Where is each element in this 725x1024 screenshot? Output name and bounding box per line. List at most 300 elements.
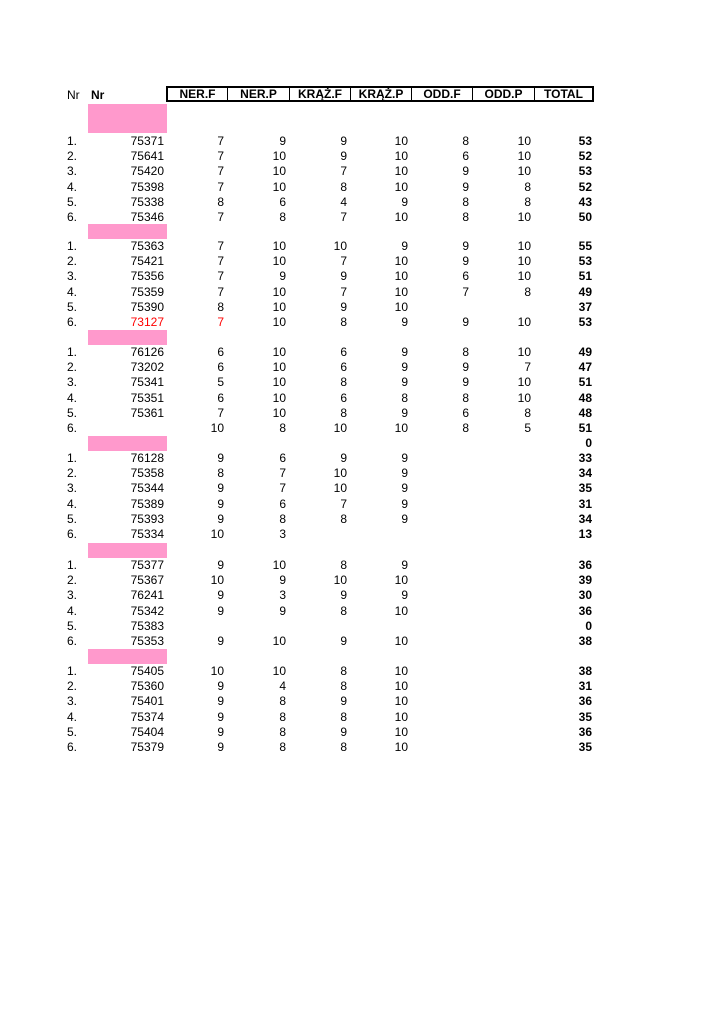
cell-kraz-f: 7 xyxy=(340,254,347,269)
cell-ner-p: 9 xyxy=(279,573,286,588)
table-row xyxy=(0,269,725,284)
row-index: 2. xyxy=(67,360,78,375)
cell-kraz-f: 10 xyxy=(333,239,347,253)
cell-odd-p: 10 xyxy=(517,149,531,164)
cell-kraz-p: 9 xyxy=(401,194,408,209)
cell-ner-p: 10 xyxy=(272,558,286,572)
cell-odd-p: 5 xyxy=(524,421,531,435)
cell-total: 30 xyxy=(578,588,592,603)
row-index: 5. xyxy=(67,194,78,209)
cell-ner-f: 8 xyxy=(217,466,224,481)
cell-kraz-p: 9 xyxy=(401,451,408,465)
cell-odd-p: 8 xyxy=(524,194,531,209)
cell-kraz-p: 10 xyxy=(394,421,408,435)
row-index: 2. xyxy=(67,466,78,481)
cell-ner-p: 6 xyxy=(279,194,286,209)
row-index: 3. xyxy=(67,164,78,179)
table-row xyxy=(0,239,725,254)
cell-ner-f: 9 xyxy=(217,511,224,526)
cell-total: 43 xyxy=(578,194,592,209)
cell-kraz-f: 9 xyxy=(340,269,347,284)
cell-kraz-f: 8 xyxy=(340,511,347,526)
cell-odd-f: 6 xyxy=(462,149,469,164)
cell-total: 38 xyxy=(578,634,592,648)
cell-ner-f: 9 xyxy=(217,694,224,709)
table-row xyxy=(0,619,725,634)
group-band xyxy=(88,330,167,345)
row-id: 75374 xyxy=(130,709,164,724)
table-row xyxy=(0,466,725,481)
cell-kraz-p: 9 xyxy=(401,466,408,481)
cell-odd-f: 9 xyxy=(462,315,469,329)
row-index: 4. xyxy=(67,709,78,724)
cell-kraz-f: 6 xyxy=(340,345,347,359)
table-row xyxy=(0,679,725,694)
row-id: 75353 xyxy=(130,634,164,648)
cell-kraz-p: 10 xyxy=(394,740,408,754)
group-band xyxy=(88,543,167,558)
table-row xyxy=(0,300,725,315)
cell-total: 31 xyxy=(578,679,592,694)
cell-total: 36 xyxy=(578,558,592,572)
cell-kraz-f: 8 xyxy=(340,405,347,420)
cell-kraz-p: 10 xyxy=(394,603,408,618)
row-index: 6. xyxy=(67,740,78,754)
cell-total: 34 xyxy=(578,466,592,481)
row-id: 75363 xyxy=(130,239,164,253)
cell-odd-f: 8 xyxy=(462,421,469,435)
row-id: 75420 xyxy=(130,164,164,179)
row-index: 5. xyxy=(67,511,78,526)
cell-total: 53 xyxy=(578,254,592,269)
row-index: 2. xyxy=(67,254,78,269)
row-id: 75398 xyxy=(130,179,164,194)
cell-ner-p: 8 xyxy=(279,709,286,724)
row-id: 75360 xyxy=(130,679,164,694)
table-row xyxy=(0,164,725,179)
cell-odd-f: 6 xyxy=(462,405,469,420)
cell-total: 53 xyxy=(578,315,592,329)
row-index: 3. xyxy=(67,481,78,496)
cell-ner-p: 9 xyxy=(279,269,286,284)
cell-kraz-f: 6 xyxy=(340,360,347,375)
cell-total: 35 xyxy=(578,740,592,754)
cell-odd-p: 8 xyxy=(524,405,531,420)
cell-ner-f: 10 xyxy=(210,664,224,678)
cell-kraz-f: 8 xyxy=(340,375,347,390)
cell-ner-p: 8 xyxy=(279,740,286,754)
cell-total: 35 xyxy=(578,481,592,496)
row-index: 3. xyxy=(67,588,78,603)
row-index: 1. xyxy=(67,239,78,253)
cell-total: 51 xyxy=(578,421,592,435)
table-row xyxy=(0,406,725,421)
cell-kraz-p: 10 xyxy=(394,284,408,299)
cell-ner-p: 10 xyxy=(272,664,286,678)
cell-kraz-f: 10 xyxy=(333,466,347,481)
cell-kraz-f: 9 xyxy=(340,694,347,709)
cell-kraz-f: 9 xyxy=(340,451,347,465)
cell-ner-f: 7 xyxy=(217,179,224,194)
row-index: 5. xyxy=(67,724,78,739)
cell-ner-p: 7 xyxy=(279,466,286,481)
cell-total: 48 xyxy=(578,405,592,420)
row-index: 3. xyxy=(67,269,78,284)
cell-ner-f: 9 xyxy=(217,588,224,603)
cell-odd-p: 10 xyxy=(517,254,531,269)
table-row xyxy=(0,360,725,375)
cell-kraz-p: 10 xyxy=(394,254,408,269)
row-index: 5. xyxy=(67,299,78,314)
cell-ner-f: 8 xyxy=(217,194,224,209)
table-row xyxy=(0,180,725,195)
cell-ner-p: 6 xyxy=(279,451,286,465)
row-index: 1. xyxy=(67,345,78,359)
row-id: 75641 xyxy=(130,149,164,164)
cell-kraz-p: 9 xyxy=(401,588,408,603)
cell-kraz-f: 7 xyxy=(340,284,347,299)
col-odd-p: ODD.P xyxy=(473,88,535,100)
row-id: 75401 xyxy=(130,694,164,709)
cell-kraz-f: 8 xyxy=(340,740,347,754)
cell-kraz-p: 10 xyxy=(394,299,408,314)
cell-kraz-p: 10 xyxy=(394,149,408,164)
cell-kraz-p: 9 xyxy=(401,558,408,572)
row-index: 3. xyxy=(67,694,78,709)
row-index: 6. xyxy=(67,527,78,541)
row-id: 75351 xyxy=(130,390,164,405)
cell-kraz-f: 8 xyxy=(340,679,347,694)
cell-kraz-p: 9 xyxy=(401,360,408,375)
cell-kraz-f: 9 xyxy=(340,724,347,739)
col-total: TOTAL xyxy=(544,87,583,101)
row-index: 5. xyxy=(67,405,78,420)
cell-odd-f: 8 xyxy=(462,390,469,405)
table-row xyxy=(0,195,725,210)
cell-total: 35 xyxy=(578,709,592,724)
row-index: 1. xyxy=(67,558,78,572)
cell-kraz-f: 8 xyxy=(340,603,347,618)
row-id: 75421 xyxy=(130,254,164,269)
cell-ner-f: 7 xyxy=(217,210,224,224)
cell-total: 47 xyxy=(578,360,592,375)
cell-kraz-f: 9 xyxy=(340,634,347,648)
row-index: 6. xyxy=(67,210,78,224)
cell-kraz-p: 9 xyxy=(401,511,408,526)
cell-odd-f: 8 xyxy=(462,210,469,224)
cell-ner-f: 9 xyxy=(217,496,224,511)
cell-odd-p: 10 xyxy=(517,345,531,359)
cell-ner-p: 10 xyxy=(272,405,286,420)
cell-kraz-f: 6 xyxy=(340,390,347,405)
table-row xyxy=(0,481,725,496)
table-row xyxy=(0,421,725,436)
cell-ner-f: 7 xyxy=(217,284,224,299)
cell-ner-p: 10 xyxy=(272,149,286,164)
cell-kraz-f: 7 xyxy=(340,496,347,511)
cell-ner-f: 9 xyxy=(217,481,224,496)
row-id: 75393 xyxy=(130,511,164,526)
row-id: 75341 xyxy=(130,375,164,390)
cell-odd-p: 8 xyxy=(524,284,531,299)
cell-kraz-p: 10 xyxy=(394,179,408,194)
cell-ner-f: 7 xyxy=(217,254,224,269)
cell-ner-f: 10 xyxy=(210,527,224,541)
cell-ner-p: 10 xyxy=(272,634,286,648)
cell-total: 37 xyxy=(578,299,592,314)
table-row xyxy=(0,573,725,588)
cell-odd-f: 9 xyxy=(462,164,469,179)
row-id: 75367 xyxy=(130,573,164,588)
row-index: 4. xyxy=(67,179,78,194)
cell-kraz-p: 10 xyxy=(394,679,408,694)
cell-total: 51 xyxy=(578,269,592,284)
row-index: 4. xyxy=(67,284,78,299)
cell-kraz-f: 10 xyxy=(333,421,347,435)
row-id: 75371 xyxy=(130,134,164,148)
cell-ner-p: 4 xyxy=(279,679,286,694)
cell-kraz-p: 10 xyxy=(394,664,408,678)
cell-kraz-f: 10 xyxy=(333,573,347,588)
col-odd-f: ODD.F xyxy=(412,88,473,100)
cell-odd-p: 10 xyxy=(517,375,531,390)
table-row xyxy=(0,149,725,164)
table-row xyxy=(0,527,725,542)
row-index: 4. xyxy=(67,496,78,511)
cell-ner-p: 10 xyxy=(272,315,286,329)
cell-kraz-f: 9 xyxy=(340,134,347,148)
cell-ner-p: 8 xyxy=(279,210,286,224)
cell-total: 52 xyxy=(578,179,592,194)
cell-odd-p: 8 xyxy=(524,179,531,194)
cell-ner-p: 10 xyxy=(272,254,286,269)
cell-ner-p: 9 xyxy=(279,603,286,618)
group-band xyxy=(88,649,167,664)
group-band xyxy=(88,104,167,133)
cell-ner-f: 6 xyxy=(217,345,224,359)
row-id: 76126 xyxy=(130,345,164,359)
cell-ner-p: 10 xyxy=(272,164,286,179)
cell-kraz-p: 9 xyxy=(401,315,408,329)
table-row xyxy=(0,375,725,390)
cell-kraz-p: 10 xyxy=(394,210,408,224)
cell-kraz-f: 9 xyxy=(340,149,347,164)
cell-odd-p: 10 xyxy=(517,134,531,148)
cell-ner-p: 10 xyxy=(272,179,286,194)
cell-ner-p: 10 xyxy=(272,375,286,390)
cell-ner-p: 8 xyxy=(279,511,286,526)
col-kraz-f: KRĄŻ.F xyxy=(290,88,351,100)
nr-label: Nr xyxy=(67,88,80,102)
row-index: 2. xyxy=(67,573,78,588)
cell-total: 31 xyxy=(578,496,592,511)
row-index: 1. xyxy=(67,451,78,465)
cell-odd-f: 8 xyxy=(462,345,469,359)
cell-ner-p: 10 xyxy=(272,390,286,405)
row-id: 75383 xyxy=(130,618,164,633)
row-id: 75379 xyxy=(130,740,164,754)
cell-odd-f: 9 xyxy=(462,254,469,269)
cell-ner-f: 7 xyxy=(217,134,224,148)
col-kraz-p: KRĄŻ.P xyxy=(351,88,412,100)
cell-ner-f: 5 xyxy=(217,375,224,390)
cell-total: 34 xyxy=(578,511,592,526)
row-index: 2. xyxy=(67,149,78,164)
cell-kraz-f: 8 xyxy=(340,664,347,678)
row-id: 75390 xyxy=(130,299,164,314)
cell-total: 13 xyxy=(578,527,592,541)
cell-total: 36 xyxy=(578,694,592,709)
row-id: 73202 xyxy=(130,360,164,375)
cell-ner-f: 6 xyxy=(217,390,224,405)
row-id: 73127 xyxy=(130,315,164,329)
cell-kraz-p: 10 xyxy=(394,164,408,179)
cell-kraz-p: 8 xyxy=(401,390,408,405)
cell-total: 36 xyxy=(578,724,592,739)
cell-ner-f: 6 xyxy=(217,360,224,375)
cell-total: 53 xyxy=(578,164,592,179)
cell-total: 51 xyxy=(578,375,592,390)
row-index: 4. xyxy=(67,390,78,405)
cell-odd-f: 6 xyxy=(462,269,469,284)
cell-total: 39 xyxy=(578,573,592,588)
row-index: 5. xyxy=(67,618,78,633)
table-row xyxy=(0,134,725,149)
cell-kraz-p: 10 xyxy=(394,134,408,148)
nr-label-bold: Nr xyxy=(91,88,105,102)
cell-total: 36 xyxy=(578,603,592,618)
row-index: 1. xyxy=(67,664,78,678)
cell-kraz-p: 9 xyxy=(401,496,408,511)
cell-odd-p: 10 xyxy=(517,210,531,224)
row-id: 76128 xyxy=(130,451,164,465)
table-row xyxy=(0,254,725,269)
cell-kraz-f: 9 xyxy=(340,588,347,603)
cell-total: 0 xyxy=(585,618,592,633)
table-row xyxy=(0,604,725,619)
cell-ner-p: 10 xyxy=(272,284,286,299)
table-row xyxy=(0,451,725,466)
table-row xyxy=(0,391,725,406)
row-index: 6. xyxy=(67,421,78,435)
col-ner-p: NER.P xyxy=(228,88,290,100)
cell-ner-f: 7 xyxy=(217,149,224,164)
cell-ner-f: 10 xyxy=(210,573,224,588)
cell-odd-p: 10 xyxy=(517,164,531,179)
cell-ner-p: 8 xyxy=(279,421,286,435)
cell-odd-f: 9 xyxy=(462,239,469,253)
row-index: 1. xyxy=(67,134,78,148)
cell-kraz-f: 8 xyxy=(340,179,347,194)
row-index: 4. xyxy=(67,603,78,618)
row-id: 75405 xyxy=(130,664,164,678)
cell-kraz-f: 8 xyxy=(340,709,347,724)
table-row xyxy=(0,210,725,225)
group-band-total: 0 xyxy=(585,436,592,450)
row-id: 76241 xyxy=(130,588,164,603)
cell-ner-f: 9 xyxy=(217,558,224,572)
cell-ner-f: 10 xyxy=(210,421,224,435)
cell-odd-f: 9 xyxy=(462,360,469,375)
row-index: 3. xyxy=(67,375,78,390)
cell-ner-f: 7 xyxy=(217,164,224,179)
cell-ner-p: 6 xyxy=(279,496,286,511)
cell-ner-f: 9 xyxy=(217,709,224,724)
row-id: 75404 xyxy=(130,724,164,739)
cell-kraz-p: 10 xyxy=(394,709,408,724)
table-row xyxy=(0,710,725,725)
cell-odd-f: 9 xyxy=(462,375,469,390)
cell-kraz-f: 7 xyxy=(340,164,347,179)
cell-kraz-p: 9 xyxy=(401,405,408,420)
cell-total: 52 xyxy=(578,149,592,164)
table-row xyxy=(0,315,725,330)
table-row xyxy=(0,588,725,603)
cell-total: 53 xyxy=(578,134,592,148)
cell-kraz-f: 9 xyxy=(340,299,347,314)
cell-ner-f: 9 xyxy=(217,634,224,648)
cell-odd-p: 10 xyxy=(517,239,531,253)
table-row xyxy=(0,634,725,649)
cell-kraz-p: 10 xyxy=(394,634,408,648)
cell-kraz-f: 10 xyxy=(333,481,347,496)
cell-total: 48 xyxy=(578,390,592,405)
cell-kraz-p: 10 xyxy=(394,573,408,588)
cell-odd-p: 7 xyxy=(524,360,531,375)
row-id: 75338 xyxy=(130,194,164,209)
table-row xyxy=(0,664,725,679)
cell-ner-p: 7 xyxy=(279,481,286,496)
row-id: 75342 xyxy=(130,603,164,618)
cell-kraz-p: 10 xyxy=(394,694,408,709)
cell-ner-f: 7 xyxy=(217,405,224,420)
row-id: 75358 xyxy=(130,466,164,481)
cell-ner-p: 10 xyxy=(272,299,286,314)
cell-odd-f: 8 xyxy=(462,194,469,209)
cell-kraz-p: 10 xyxy=(394,269,408,284)
cell-ner-f: 7 xyxy=(217,239,224,253)
cell-odd-p: 10 xyxy=(517,390,531,405)
column-header-row xyxy=(166,86,594,102)
cell-odd-f: 8 xyxy=(462,134,469,148)
cell-ner-f: 9 xyxy=(217,603,224,618)
table-row xyxy=(0,497,725,512)
cell-total: 49 xyxy=(578,345,592,359)
row-index: 2. xyxy=(67,679,78,694)
row-index: 6. xyxy=(67,634,78,648)
cell-total: 49 xyxy=(578,284,592,299)
cell-ner-p: 3 xyxy=(279,588,286,603)
cell-ner-f: 9 xyxy=(217,740,224,754)
table-row xyxy=(0,740,725,755)
cell-ner-f: 9 xyxy=(217,679,224,694)
group-band xyxy=(88,224,167,239)
cell-ner-p: 3 xyxy=(279,527,286,541)
cell-kraz-f: 7 xyxy=(340,210,347,224)
table-row xyxy=(0,558,725,573)
row-id: 75334 xyxy=(130,527,164,541)
cell-odd-f: 9 xyxy=(462,179,469,194)
cell-ner-p: 10 xyxy=(272,239,286,253)
cell-ner-p: 10 xyxy=(272,360,286,375)
cell-odd-p: 10 xyxy=(517,315,531,329)
cell-kraz-p: 9 xyxy=(401,239,408,253)
cell-kraz-f: 4 xyxy=(340,194,347,209)
cell-kraz-f: 8 xyxy=(340,315,347,329)
cell-ner-p: 8 xyxy=(279,694,286,709)
row-index: 6. xyxy=(67,315,78,329)
row-id: 75389 xyxy=(130,496,164,511)
